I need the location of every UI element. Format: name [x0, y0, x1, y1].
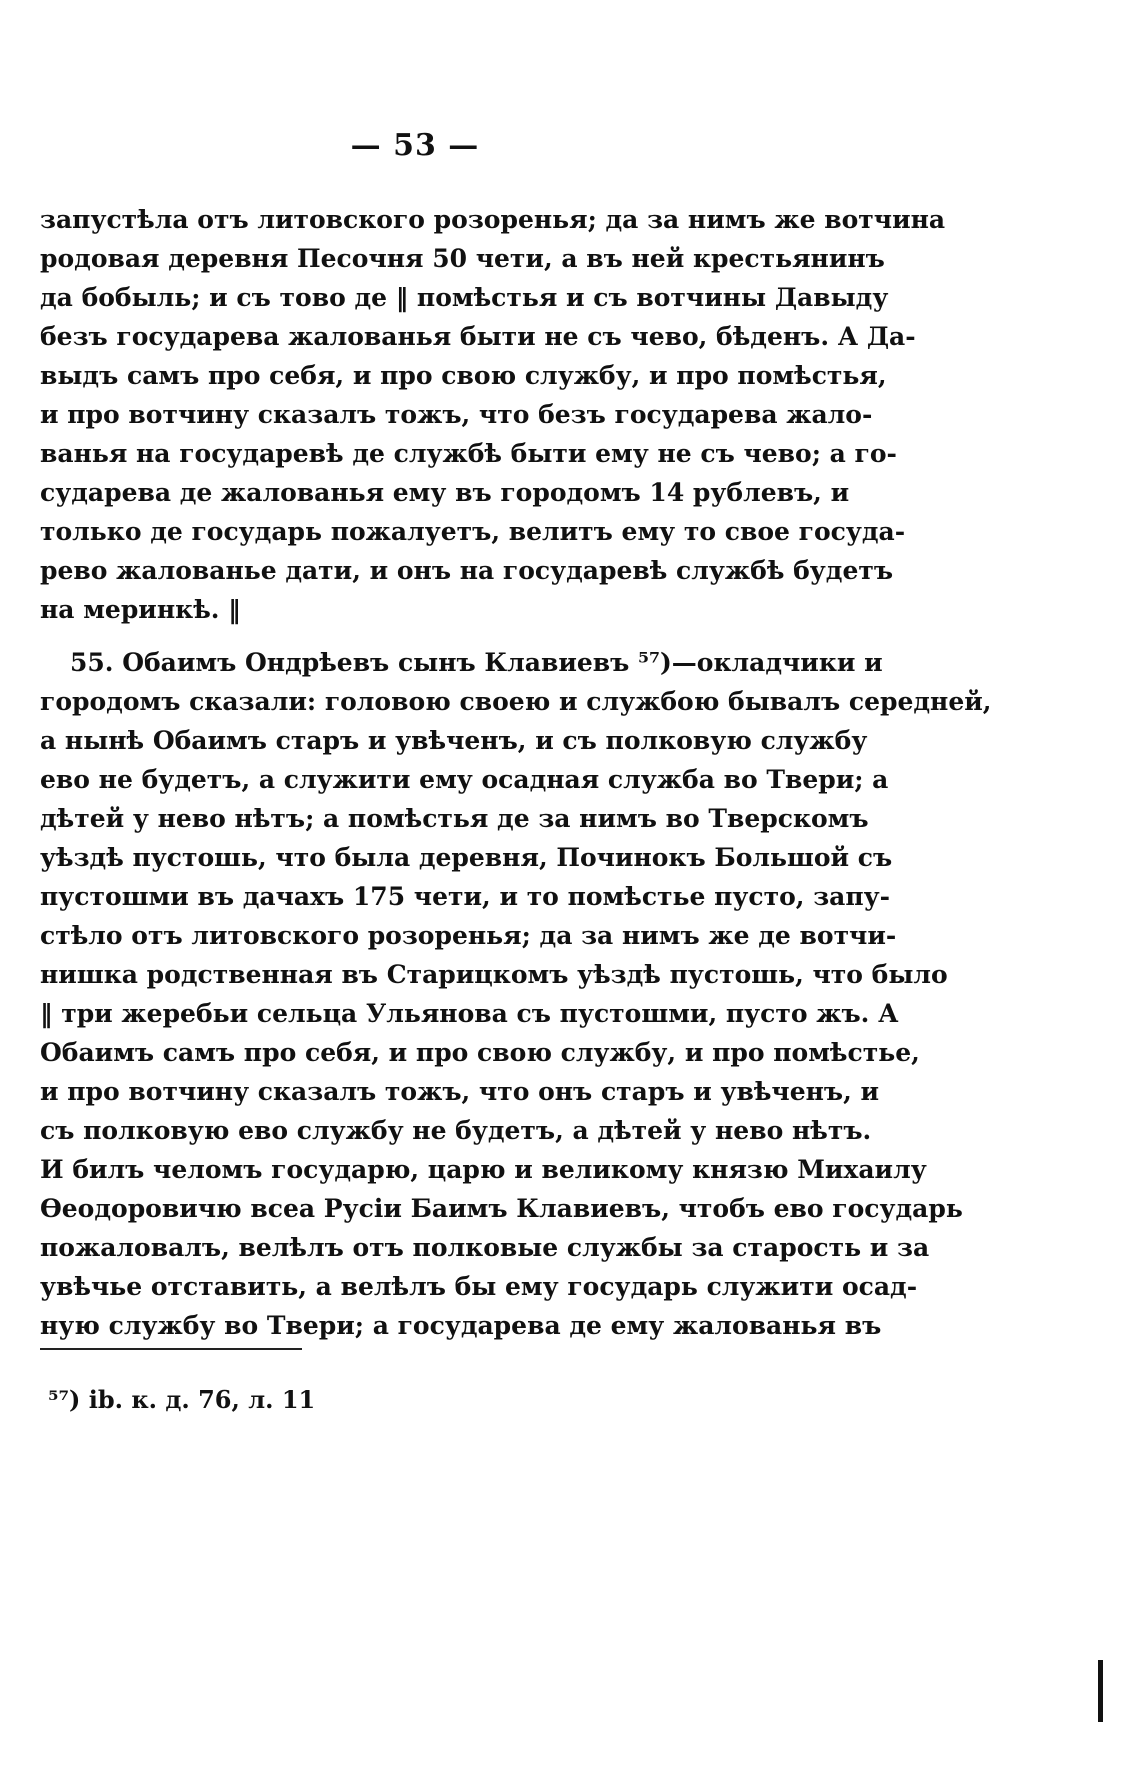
- text-line: а нынѣ Обаимъ старъ и увѣченъ, и съ полковую службу: [40, 726, 868, 755]
- text-line: только де государь пожалуетъ, велитъ ему то свое госуда-: [40, 517, 906, 546]
- text-line: увѣчье отставить, а велѣлъ бы ему государь служити осад-: [40, 1272, 918, 1301]
- text-line: рево жалованье дати, и онъ на государевѣ службѣ будетъ: [40, 556, 894, 585]
- text-line: на меринкѣ. ‖: [40, 595, 241, 624]
- text-line: безъ государева жалованья быти не съ чево, бѣденъ. А Да-: [40, 322, 916, 351]
- text-line: и про вотчину сказалъ тожъ, что онъ старъ и увѣченъ, и: [40, 1077, 880, 1106]
- text-line: пожаловалъ, велѣлъ отъ полковые службы за старость и за: [40, 1233, 930, 1262]
- text-line: да бобыль; и съ тово де ‖ помѣстья и съ вотчины Давыду: [40, 283, 889, 312]
- text-line: ‖ три жеребьи сельца Ульянова съ пустошми, пусто жъ. А: [40, 999, 899, 1028]
- text-line: ево не будетъ, а служити ему осадная служба во Твери; а: [40, 765, 889, 794]
- paragraph-2: [40, 643, 992, 1345]
- paragraph-1: [40, 200, 946, 629]
- text-line: городомъ сказали: головою своею и службою бывалъ середней,: [40, 687, 992, 716]
- text-line: родовая деревня Песочня 50 чети, а въ ней крестьянинъ: [40, 244, 885, 273]
- text-line: 55. Обаимъ Ондрѣевъ сынъ Клавиевъ ⁵⁷)—окладчики и: [70, 648, 883, 677]
- page-edge-mark: [1098, 1660, 1103, 1722]
- text-line: выдъ самъ про себя, и про свою службу, и про помѣстья,: [40, 361, 887, 390]
- text-line: ную службу во Твери; а государева де ему жалованья въ: [40, 1311, 882, 1340]
- text-line: пустошми въ дачахъ 175 чети, и то помѣстье пусто, запу-: [40, 882, 891, 911]
- body-text: [40, 200, 992, 1359]
- text-line: и про вотчину сказалъ тожъ, что безъ государева жало-: [40, 400, 873, 429]
- text-line: стѣло отъ литовского розоренья; да за нимъ же де вотчи-: [40, 921, 897, 950]
- text-line: съ полковую ево службу не будетъ, а дѣтей у нево нѣтъ.: [40, 1116, 872, 1145]
- text-line: Обаимъ самъ про себя, и про свою службу, и про помѣстье,: [40, 1038, 920, 1067]
- text-line: Ѳеодоровичю всеа Русіи Баимъ Клавиевъ, чтобъ ево государь: [40, 1194, 963, 1223]
- page-number: — 53 —: [350, 128, 480, 163]
- text-line: запустѣла отъ литовского розоренья; да за нимъ же вотчина: [40, 205, 946, 234]
- footnote: ⁵⁷) ib. к. д. 76, л. 11: [48, 1385, 316, 1414]
- text-line: дѣтей у нево нѣтъ; а помѣстья де за нимъ во Тверскомъ: [40, 804, 869, 833]
- footnote-divider: [40, 1348, 302, 1350]
- text-line: сударева де жалованья ему въ городомъ 14 рублевъ, и: [40, 478, 850, 507]
- text-line: ванья на государевѣ де службѣ быти ему не съ чево; а го-: [40, 439, 897, 468]
- text-line: уѣздѣ пустошь, что была деревня, Починокъ Большой съ: [40, 843, 893, 872]
- text-line: И билъ челомъ государю, царю и великому князю Михаилу: [40, 1155, 927, 1184]
- text-line: нишка родственная въ Старицкомъ уѣздѣ пустошь, что было: [40, 960, 948, 989]
